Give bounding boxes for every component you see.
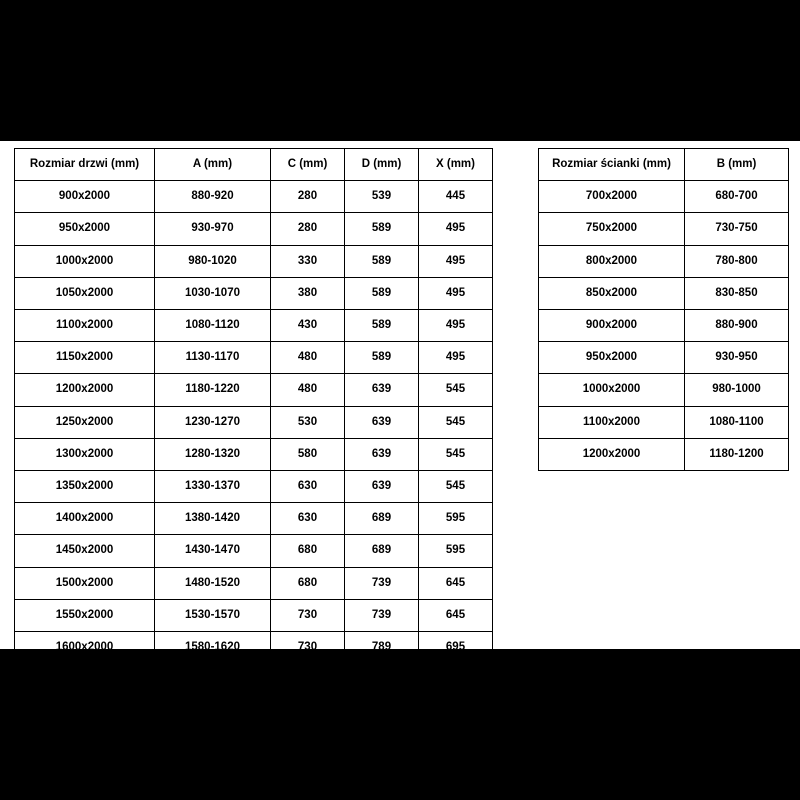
cell-a: 1330-1370 <box>155 471 271 503</box>
cell-wall-size: 900x2000 <box>539 310 685 342</box>
cell-b: 1080-1100 <box>685 406 789 438</box>
column-header-size: Rozmiar drzwi (mm) <box>15 149 155 181</box>
cell-wall-size: 1100x2000 <box>539 406 685 438</box>
cell-x: 495 <box>419 342 493 374</box>
cell-size: 1000x2000 <box>15 245 155 277</box>
cell-b: 680-700 <box>685 181 789 213</box>
column-header-wall-size: Rozmiar ścianki (mm) <box>539 149 685 181</box>
cell-d: 589 <box>345 277 419 309</box>
cell-c: 480 <box>271 374 345 406</box>
table-header-row <box>539 149 789 181</box>
wall-panel-dimensions-table <box>538 148 789 471</box>
cell-wall-size: 950x2000 <box>539 342 685 374</box>
table-row <box>15 406 493 438</box>
table-row <box>15 374 493 406</box>
cell-wall-size: 1200x2000 <box>539 438 685 470</box>
cell-size: 1600x2000 <box>15 632 155 664</box>
cell-wall-size: 700x2000 <box>539 181 685 213</box>
cell-c: 430 <box>271 310 345 342</box>
cell-size: 1100x2000 <box>15 310 155 342</box>
cell-d: 739 <box>345 599 419 631</box>
table-row <box>15 245 493 277</box>
cell-a: 880-920 <box>155 181 271 213</box>
cell-d: 539 <box>345 181 419 213</box>
cell-a: 930-970 <box>155 213 271 245</box>
cell-x: 545 <box>419 406 493 438</box>
cell-d: 739 <box>345 567 419 599</box>
cell-d: 639 <box>345 406 419 438</box>
cell-a: 1030-1070 <box>155 277 271 309</box>
table-row <box>15 213 493 245</box>
table-row <box>15 599 493 631</box>
cell-x: 595 <box>419 535 493 567</box>
column-header-c: C (mm) <box>271 149 345 181</box>
cell-a: 1580-1620 <box>155 632 271 664</box>
cell-a: 1480-1520 <box>155 567 271 599</box>
table-row <box>15 438 493 470</box>
table-row <box>539 438 789 470</box>
table-header-row <box>15 149 493 181</box>
doors-dimensions-table <box>14 148 493 664</box>
column-header-x: X (mm) <box>419 149 493 181</box>
cell-c: 330 <box>271 245 345 277</box>
cell-d: 639 <box>345 374 419 406</box>
cell-a: 1180-1220 <box>155 374 271 406</box>
cell-size: 1500x2000 <box>15 567 155 599</box>
table-row <box>15 310 493 342</box>
table-row <box>539 181 789 213</box>
cell-x: 495 <box>419 277 493 309</box>
table-row <box>539 310 789 342</box>
cell-wall-size: 750x2000 <box>539 213 685 245</box>
cell-d: 589 <box>345 342 419 374</box>
cell-a: 1130-1170 <box>155 342 271 374</box>
table-row <box>539 374 789 406</box>
cell-b: 880-900 <box>685 310 789 342</box>
table-row <box>15 277 493 309</box>
table-row <box>15 632 493 664</box>
cell-a: 1530-1570 <box>155 599 271 631</box>
cell-size: 1050x2000 <box>15 277 155 309</box>
table-row <box>539 245 789 277</box>
table-row <box>15 535 493 567</box>
table-row <box>15 471 493 503</box>
cell-b: 730-750 <box>685 213 789 245</box>
cell-a: 980-1020 <box>155 245 271 277</box>
table-row <box>15 342 493 374</box>
cell-size: 1300x2000 <box>15 438 155 470</box>
cell-x: 445 <box>419 181 493 213</box>
cell-size: 900x2000 <box>15 181 155 213</box>
cell-b: 1180-1200 <box>685 438 789 470</box>
cell-c: 380 <box>271 277 345 309</box>
cell-a: 1080-1120 <box>155 310 271 342</box>
cell-x: 495 <box>419 310 493 342</box>
cell-size: 1400x2000 <box>15 503 155 535</box>
column-header-b: B (mm) <box>685 149 789 181</box>
cell-d: 689 <box>345 503 419 535</box>
cell-x: 545 <box>419 374 493 406</box>
cell-c: 730 <box>271 599 345 631</box>
cell-c: 730 <box>271 632 345 664</box>
cell-b: 780-800 <box>685 245 789 277</box>
cell-wall-size: 800x2000 <box>539 245 685 277</box>
cell-x: 645 <box>419 599 493 631</box>
cell-wall-size: 1000x2000 <box>539 374 685 406</box>
cell-d: 589 <box>345 310 419 342</box>
cell-a: 1380-1420 <box>155 503 271 535</box>
cell-x: 545 <box>419 471 493 503</box>
cell-d: 589 <box>345 245 419 277</box>
cell-size: 1350x2000 <box>15 471 155 503</box>
cell-c: 480 <box>271 342 345 374</box>
cell-size: 1250x2000 <box>15 406 155 438</box>
cell-c: 680 <box>271 535 345 567</box>
cell-x: 545 <box>419 438 493 470</box>
cell-size: 1450x2000 <box>15 535 155 567</box>
cell-x: 645 <box>419 567 493 599</box>
cell-d: 789 <box>345 632 419 664</box>
wall-table-header <box>539 149 789 181</box>
cell-d: 639 <box>345 438 419 470</box>
column-header-a: A (mm) <box>155 149 271 181</box>
cell-c: 630 <box>271 471 345 503</box>
cell-size: 1150x2000 <box>15 342 155 374</box>
doors-table-header <box>15 149 493 181</box>
cell-c: 630 <box>271 503 345 535</box>
cell-x: 595 <box>419 503 493 535</box>
cell-c: 280 <box>271 213 345 245</box>
table-row <box>15 503 493 535</box>
cell-a: 1230-1270 <box>155 406 271 438</box>
cell-size: 950x2000 <box>15 213 155 245</box>
cell-d: 639 <box>345 471 419 503</box>
table-row <box>539 277 789 309</box>
cell-wall-size: 850x2000 <box>539 277 685 309</box>
cell-x: 695 <box>419 632 493 664</box>
cell-c: 280 <box>271 181 345 213</box>
cell-a: 1430-1470 <box>155 535 271 567</box>
cell-a: 1280-1320 <box>155 438 271 470</box>
table-row <box>539 406 789 438</box>
table-row <box>15 567 493 599</box>
cell-c: 530 <box>271 406 345 438</box>
cell-x: 495 <box>419 213 493 245</box>
cell-c: 680 <box>271 567 345 599</box>
cell-size: 1200x2000 <box>15 374 155 406</box>
cell-b: 930-950 <box>685 342 789 374</box>
cell-size: 1550x2000 <box>15 599 155 631</box>
cell-x: 495 <box>419 245 493 277</box>
column-header-d: D (mm) <box>345 149 419 181</box>
cell-d: 689 <box>345 535 419 567</box>
table-row <box>539 213 789 245</box>
table-row <box>15 181 493 213</box>
doors-table-body <box>15 181 493 664</box>
cell-b: 830-850 <box>685 277 789 309</box>
wall-table-body <box>539 181 789 471</box>
cell-b: 980-1000 <box>685 374 789 406</box>
cell-c: 580 <box>271 438 345 470</box>
cell-d: 589 <box>345 213 419 245</box>
table-row <box>539 342 789 374</box>
